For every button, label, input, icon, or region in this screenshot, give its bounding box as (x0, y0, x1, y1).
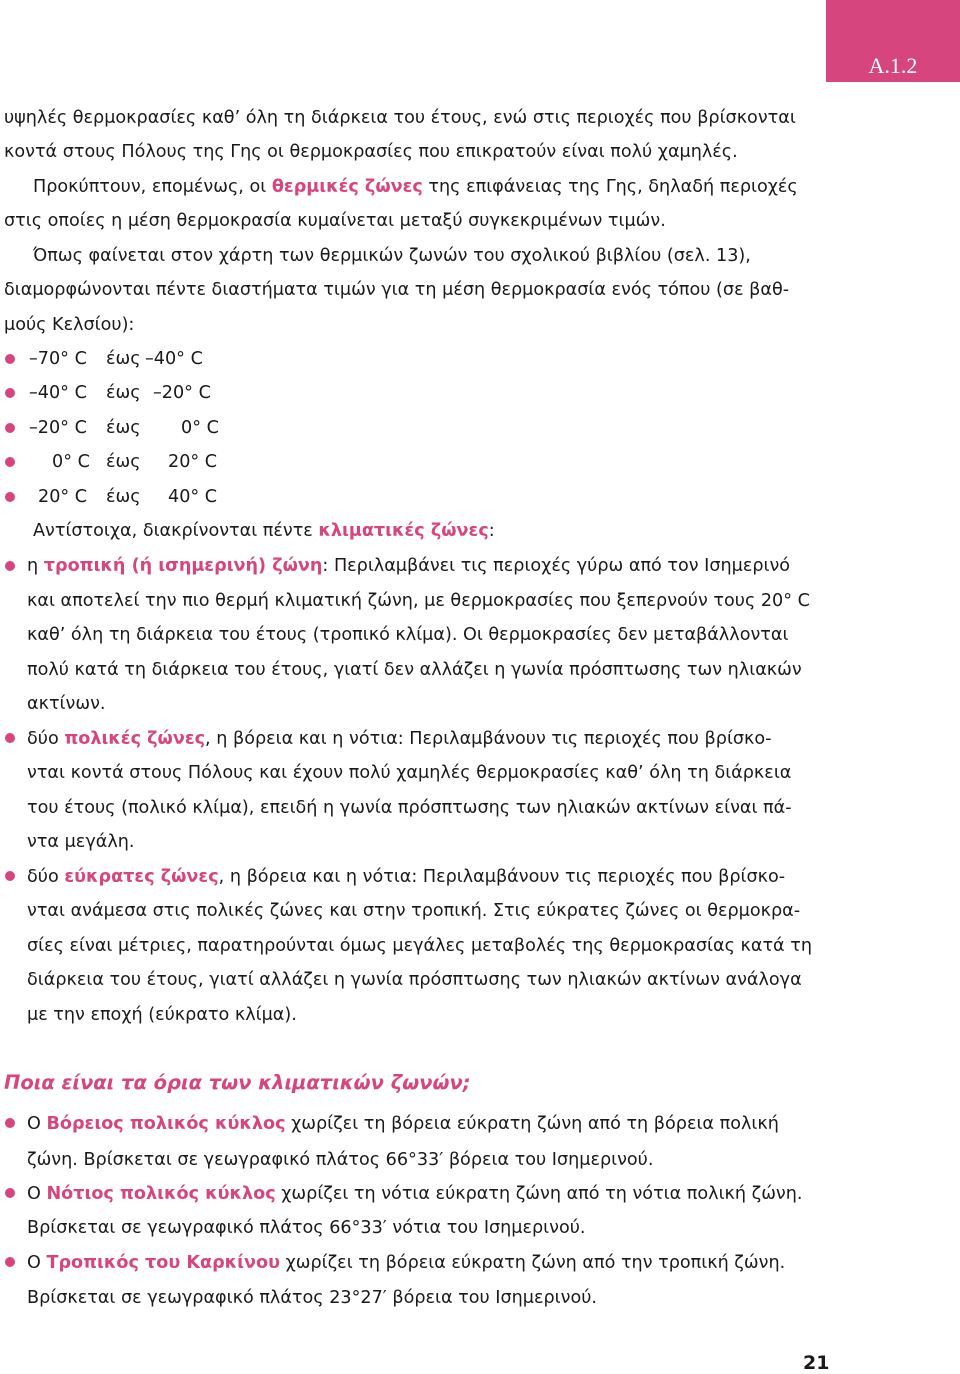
text-run: Αντίστοιχα, διακρίνονται πέντε (33, 521, 319, 541)
cancer-line-2: Βρίσκεται σε γεωγραφικό πλάτος 23°27′ βόρεια του Ισημερινού. (27, 1288, 597, 1308)
intro-line-1: υψηλές θερμοκρασίες καθ’ όλη τη διάρκεια του έτους, ενώ στις περιοχές που βρίσκονται (4, 108, 796, 128)
bullet-icon (5, 561, 15, 571)
polar-line-2: νται κοντά στους Πόλους και έχουν πολύ χαμηλές θερμοκρασίες καθ’ όλη τη διάρκεια (27, 763, 792, 783)
intro-line-7: μούς Κελσίου): (4, 315, 135, 335)
bullet-icon (5, 354, 15, 364)
tropical-line-2: και αποτελεί την πιο θερμή κλιματική ζώνη, με θερμοκρασίες που ξεπερνούν τους 20° C (27, 591, 810, 611)
term-tropic-of-cancer: Τροπικός του Καρκίνου (46, 1253, 280, 1273)
intro-line-6: διαμορφώνονται πέντε διαστήματα τιμών για τη μέση θερμοκρασία ενός τόπου (σε βαθ- (4, 280, 790, 300)
cancer-line-1 (27, 1251, 785, 1275)
bullet-icon (5, 457, 15, 467)
text-run: Ο (27, 1184, 47, 1204)
text-run: Ο (27, 1253, 47, 1273)
range-word: έως (106, 418, 141, 438)
range-from: 20° C (38, 487, 88, 507)
page-number: 21 (803, 1352, 830, 1374)
term-arctic-circle: Βόρειος πολικός κύκλος (46, 1114, 286, 1134)
polar-line-1 (27, 727, 772, 751)
text-run: η (27, 556, 44, 576)
range-word: έως (106, 349, 141, 369)
tropical-line-3: καθ’ όλη τη διάρκεια του έτους (τροπικό κλίμα). Οι θερμοκρασίες δεν μεταβάλλονται (27, 625, 789, 645)
intro-line-4: στις οποίες η μέση θερμοκρασία κυμαίνεται μεταξύ συγκεκριμένων τιμών. (4, 211, 666, 231)
tropical-line-4: πολύ κατά τη διάρκεια του έτους, γιατί δεν αλλάζει η γωνία πρόσπτωσης των ηλιακών (27, 660, 802, 680)
polar-line-3: του έτους (πολικό κλίμα), επειδή η γωνία πρόσπτωσης των ηλιακών ακτίνων είναι πά- (27, 798, 792, 818)
tropical-line-5: ακτίνων. (27, 694, 106, 714)
text-run: , η βόρεια και η νότια: Περιλαμβάνουν τις περιοχές που βρίσκο- (218, 867, 786, 887)
term-climate-zones: κλιματικές ζώνες (318, 521, 489, 541)
bullet-icon (5, 423, 15, 433)
term-antarctic-circle: Νότιος πολικός κύκλος (46, 1184, 276, 1204)
text-run: : Περιλαμβάνει τις περιοχές γύρω από τον Ισημερινό (322, 556, 791, 576)
bullet-icon (5, 492, 15, 502)
antarctic-line-1 (27, 1182, 803, 1206)
range-to: –20° C (153, 383, 211, 403)
text-run: δύο (27, 729, 65, 749)
temperate-line-4: διάρκεια του έτους, γιατί αλλάζει η γωνία πρόσπτωσης των ηλιακών ακτίνων ανάλογα (27, 970, 802, 990)
text-run: Ο (27, 1114, 47, 1134)
bullet-icon (5, 733, 15, 743)
range-from: –40° C (29, 383, 87, 403)
section-heading: Ποια είναι τα όρια των κλιματικών ζωνών; (4, 1071, 471, 1094)
range-word: έως (106, 452, 141, 472)
term-polar-zones: πολικές ζώνες (64, 729, 206, 749)
range-from: –70° C (29, 349, 87, 369)
intro-line-5: Όπως φαίνεται στον χάρτη των θερμικών ζωνών του σχολικού βιβλίου (σελ. 13), (33, 246, 751, 266)
zones-intro (33, 519, 495, 543)
range-from: 0° C (52, 452, 90, 472)
term-thermal-zones: θερμικές ζώνες (271, 177, 423, 197)
temperate-line-5: με την εποχή (εύκρατο κλίμα). (27, 1005, 297, 1025)
temperate-line-2: νται ανάμεσα στις πολικές ζώνες και στην τροπική. Στις εύκρατες ζώνες οι θερμοκρα- (27, 901, 801, 921)
term-tropical-zone: τροπική (ή ισημερινή) ζώνη (43, 556, 323, 576)
section-tab-label: A.1.2 (868, 53, 918, 78)
text-run: : (488, 521, 495, 541)
term-temperate-zones: εύκρατες ζώνες (64, 867, 219, 887)
intro-line-2: κοντά στους Πόλους της Γης οι θερμοκρασίες που επικρατούν είναι πολύ χαμηλές. (4, 142, 738, 162)
range-to: –40° C (145, 349, 203, 369)
range-to: 0° C (181, 418, 219, 438)
bullet-icon (5, 388, 15, 398)
bullet-icon (5, 1188, 15, 1198)
range-from: –20° C (29, 418, 87, 438)
tropical-line-1 (27, 554, 790, 578)
arctic-line-2: ζώνη. Βρίσκεται σε γεωγραφικό πλάτος 66°33′ βόρεια του Ισημερινού. (27, 1150, 654, 1170)
polar-line-4: ντα μεγάλη. (27, 832, 135, 852)
bullet-icon (5, 1118, 15, 1128)
text-run: Προκύπτουν, επομένως, οι (33, 177, 272, 197)
range-word: έως (106, 487, 141, 507)
bullet-icon (5, 871, 15, 881)
section-tab (826, 0, 960, 82)
text-run: χωρίζει τη νότια εύκρατη ζώνη από τη νότια πολική ζώνη. (275, 1184, 803, 1204)
range-word: έως (106, 383, 141, 403)
text-run: , η βόρεια και η νότια: Περιλαμβάνουν τις περιοχές που βρίσκο- (205, 729, 772, 749)
range-to: 20° C (168, 452, 218, 472)
text-run: της επιφάνειας της Γης, δηλαδή περιοχές (422, 177, 798, 197)
text-run: χωρίζει τη βόρεια εύκρατη ζώνη από τη βόρεια πολική (285, 1114, 779, 1134)
range-to: 40° C (168, 487, 218, 507)
temperate-line-1 (27, 865, 785, 889)
arctic-line-1 (27, 1112, 779, 1136)
intro-line-3 (33, 175, 798, 199)
antarctic-line-2: Βρίσκεται σε γεωγραφικό πλάτος 66°33′ νότια του Ισημερινού. (27, 1218, 586, 1238)
bullet-icon (5, 1257, 15, 1267)
text-run: χωρίζει τη βόρεια εύκρατη ζώνη από την τροπική ζώνη. (280, 1253, 786, 1273)
text-run: δύο (27, 867, 65, 887)
temperate-line-3: σίες είναι μέτριες, παρατηρούνται όμως μεγάλες μεταβολές της θερμοκρασίας κατά τη (27, 936, 812, 956)
